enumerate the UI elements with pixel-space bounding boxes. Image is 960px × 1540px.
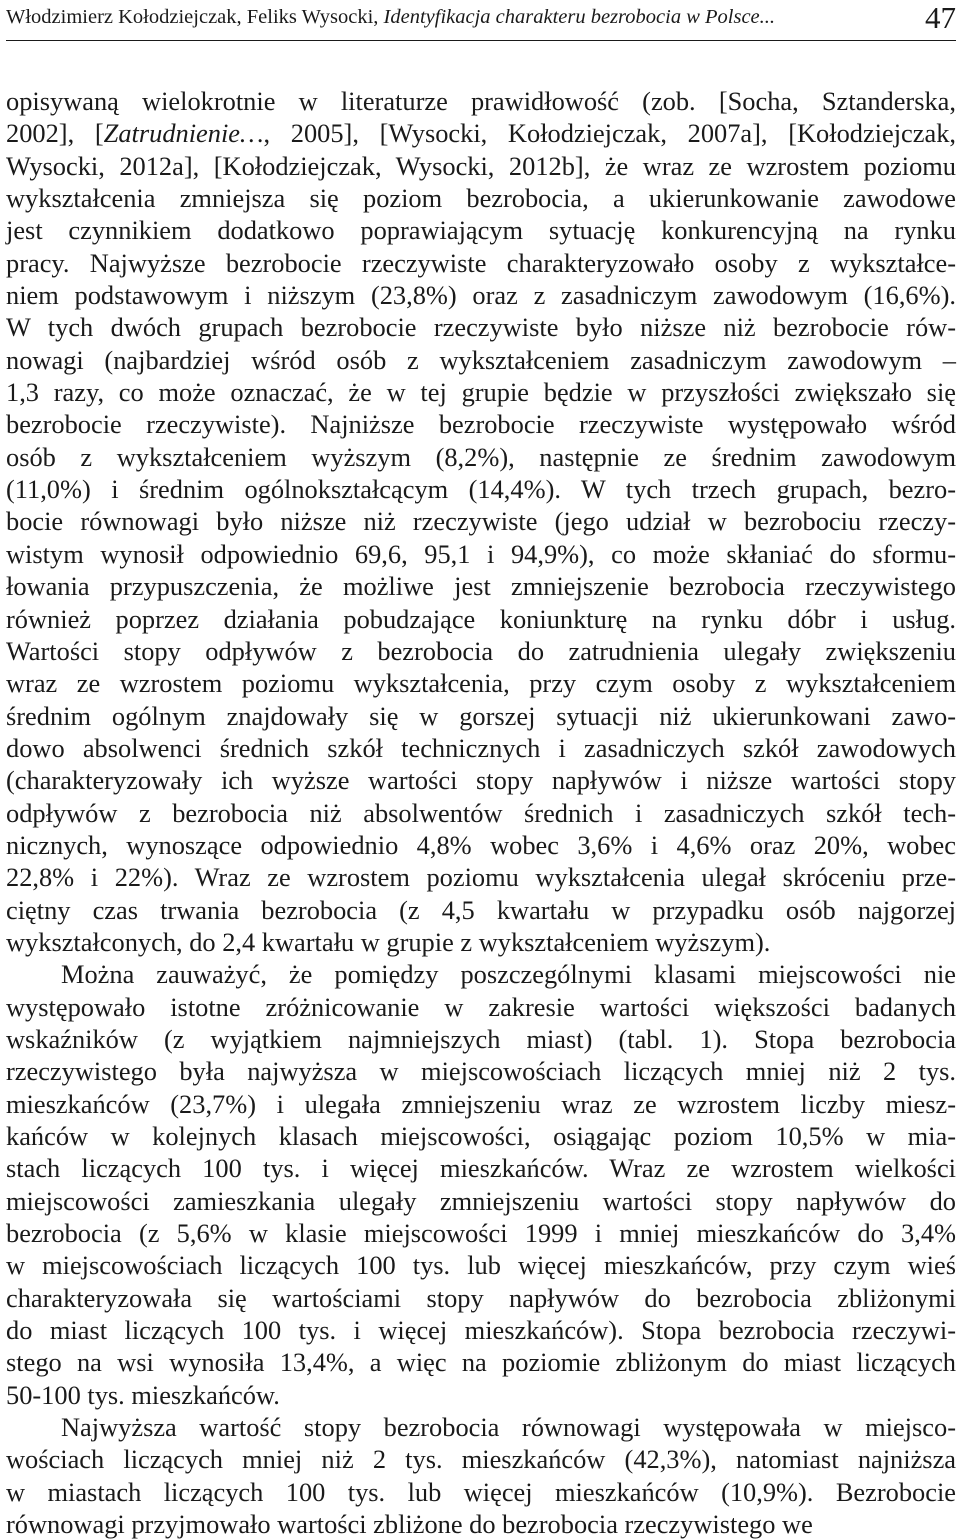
text-line: pracy. Najwyższe bezrobocie rzeczywiste charakteryzowało osoby z wykształce- — [6, 247, 956, 278]
text-line: w miejscowościach liczących 100 tys. lub więcej mieszkańców, przy czym wieś — [6, 1250, 956, 1281]
text-line: średnim ogólnym znajdowały się w gorszej sytuacji niż ukierunkowani zawo- — [6, 700, 956, 731]
text-line: dowo absolwenci średnich szkół technicznych i zasadniczych szkół zawodowych — [6, 732, 956, 763]
text-line: W tych dwóch grupach bezrobocie rzeczywiste było niższe niż bezrobocie rów- — [6, 312, 956, 343]
text-line: odpływów z bezrobocia niż absolwentów średnich i zasadniczych szkół tech- — [6, 797, 956, 828]
text-line: również poprzez działania pobudzające koniunkturę na rynku dóbr i usług. — [6, 603, 956, 634]
text-line: jest czynnikiem dodatkowo poprawiającym sytuację konkurencyjną na rynku — [6, 215, 956, 246]
header-title: Identyfikacja charakteru bezrobocia w Polsce... — [383, 6, 776, 28]
text-line: występowało istotne zróżnicowanie w zakresie wartości większości badanych — [6, 991, 956, 1022]
text-line: stego na wsi wynosiła 13,4%, a więc na poziomie zbliżonym do miast liczących — [6, 1347, 956, 1378]
text-line: Najwyższa wartość stopy bezrobocia równowagi występowała w miejsco- — [61, 1412, 956, 1443]
text-line: kańców w kolejnych klasach miejscowości, osiągając poziom 10,5% w mia- — [6, 1121, 956, 1151]
header-citation — [6, 6, 775, 29]
text-line: Wysocki, 2012a], [Kołodziejczak, Wysocki, 2012b], że wraz ze wzrostem poziomu — [6, 150, 956, 181]
paragraph — [6, 1411, 956, 1540]
text-line: 50-100 tys. mieszkańców. — [6, 1379, 280, 1410]
text-line: nicznych, wynoszące odpowiednio 4,8% wobec 3,6% i 4,6% oraz 20%, wobec — [6, 829, 956, 860]
text-line: Wartości stopy odpływów z bezrobocia do zatrudnienia ulegały zwiększeniu — [6, 635, 956, 666]
paragraph — [6, 958, 956, 1411]
text-line: wskaźników (z wyjątkiem najmniejszych miast) (tabl. 1). Stopa bezrobocia — [6, 1023, 956, 1054]
body-text — [6, 85, 956, 1540]
text-line: opisywaną wielokrotnie w literaturze prawidłowość (zob. [Socha, Sztanderska, — [6, 86, 956, 116]
header-authors: Włodzimierz Kołodziejczak, Feliks Wysocki, — [6, 6, 379, 28]
paragraph — [6, 85, 956, 958]
text-line: (charakteryzowały ich wyższe wartości stopy napływów i niższe wartości stopy — [6, 765, 956, 796]
text-line: (11,0%) i średnim ogólnokształcącym (14,4%). W tych trzech grupach, bezro- — [6, 474, 956, 505]
text-line: do miast liczących 100 tys. i więcej mieszkańców). Stopa bezrobocia rzeczywi- — [6, 1315, 956, 1346]
text-line: rzeczywistego była najwyższa w miejscowościach liczących mniej niż 2 tys. — [6, 1056, 956, 1087]
text-line: łowania przypuszczenia, że możliwe jest zmniejszenie bezrobocia rzeczywistego — [6, 571, 956, 602]
text-line: ciętny czas trwania bezrobocia (z 4,5 kwartału w przypadku osób najgorzej — [6, 894, 956, 925]
text-line: równowagi przyjmowało wartości zbliżone do bezrobocia rzeczywistego we — [6, 1509, 813, 1540]
text-line: charakteryzowała się wartościami stopy napływów do bezrobocia zbliżonymi — [6, 1282, 956, 1313]
text-line: wykształconych, do 2,4 kwartału w grupie z wykształceniem wyższym). — [6, 926, 771, 957]
text-line: wykształcenia zmniejsza się poziom bezrobocia, a ukierunkowanie zawodowe — [6, 183, 956, 214]
text-line: bocie równowagi było niższe niż rzeczywiste (jego udział w bezrobociu rzeczy- — [6, 506, 956, 537]
text-line: wraz ze wzrostem poziomu wykształcenia, przy czym osoby z wykształceniem — [6, 668, 956, 699]
text-line: Można zauważyć, że pomiędzy poszczególnymi klasami miejscowości nie — [61, 959, 956, 990]
text-line: w miastach liczących 100 tys. lub więcej mieszkańców (10,9%). Bezrobocie — [6, 1476, 956, 1507]
running-header — [6, 0, 956, 41]
text-line: bezrobocie rzeczywiste). Najniższe bezrobocie rzeczywiste występowało wśród — [6, 409, 956, 440]
text-line: osób z wykształceniem wyższym (8,2%), następnie ze średnim zawodowym — [6, 441, 956, 472]
text-line: wistym wynosił odpowiednio 69,6, 95,1 i 94,9%), co może skłaniać do sformu- — [6, 538, 956, 569]
text-line: 2002], [Zatrudnienie…, 2005], [Wysocki, Kołodziejczak, 2007a], [Kołodziejczak, — [6, 118, 956, 149]
text-line: miejscowości zamieszkania ulegały zmniejszeniu wartości stopy napływów do — [6, 1185, 956, 1216]
text-line: nowagi (najbardziej wśród osób z wykształceniem zasadniczym zawodowym – — [6, 344, 956, 375]
text-line: 1,3 razy, co może oznaczać, że w tej grupie będzie w przyszłości zwiększało się — [6, 377, 956, 408]
text-line: stach liczących 100 tys. i więcej mieszkańców. Wraz ze wzrostem wielkości — [6, 1153, 956, 1184]
text-line: wościach liczących mniej niż 2 tys. mieszkańców (42,3%), natomiast najniższa — [6, 1444, 956, 1475]
text-line: niem podstawowym i niższym (23,8%) oraz z zasadniczym zawodowym (16,6%). — [6, 280, 956, 311]
text-line: 22,8% i 22%). Wraz ze wzrostem poziomu wykształcenia ulegał skróceniu prze- — [6, 862, 956, 893]
text-line: bezrobocia (z 5,6% w klasie miejscowości 1999 i mniej mieszkańców do 3,4% — [6, 1218, 956, 1249]
document-page — [6, 0, 956, 1540]
page-number: 47 — [925, 0, 956, 35]
text-line: mieszkańców (23,7%) i ulegała zmniejszeniu wraz ze wzrostem liczby miesz- — [6, 1088, 956, 1119]
